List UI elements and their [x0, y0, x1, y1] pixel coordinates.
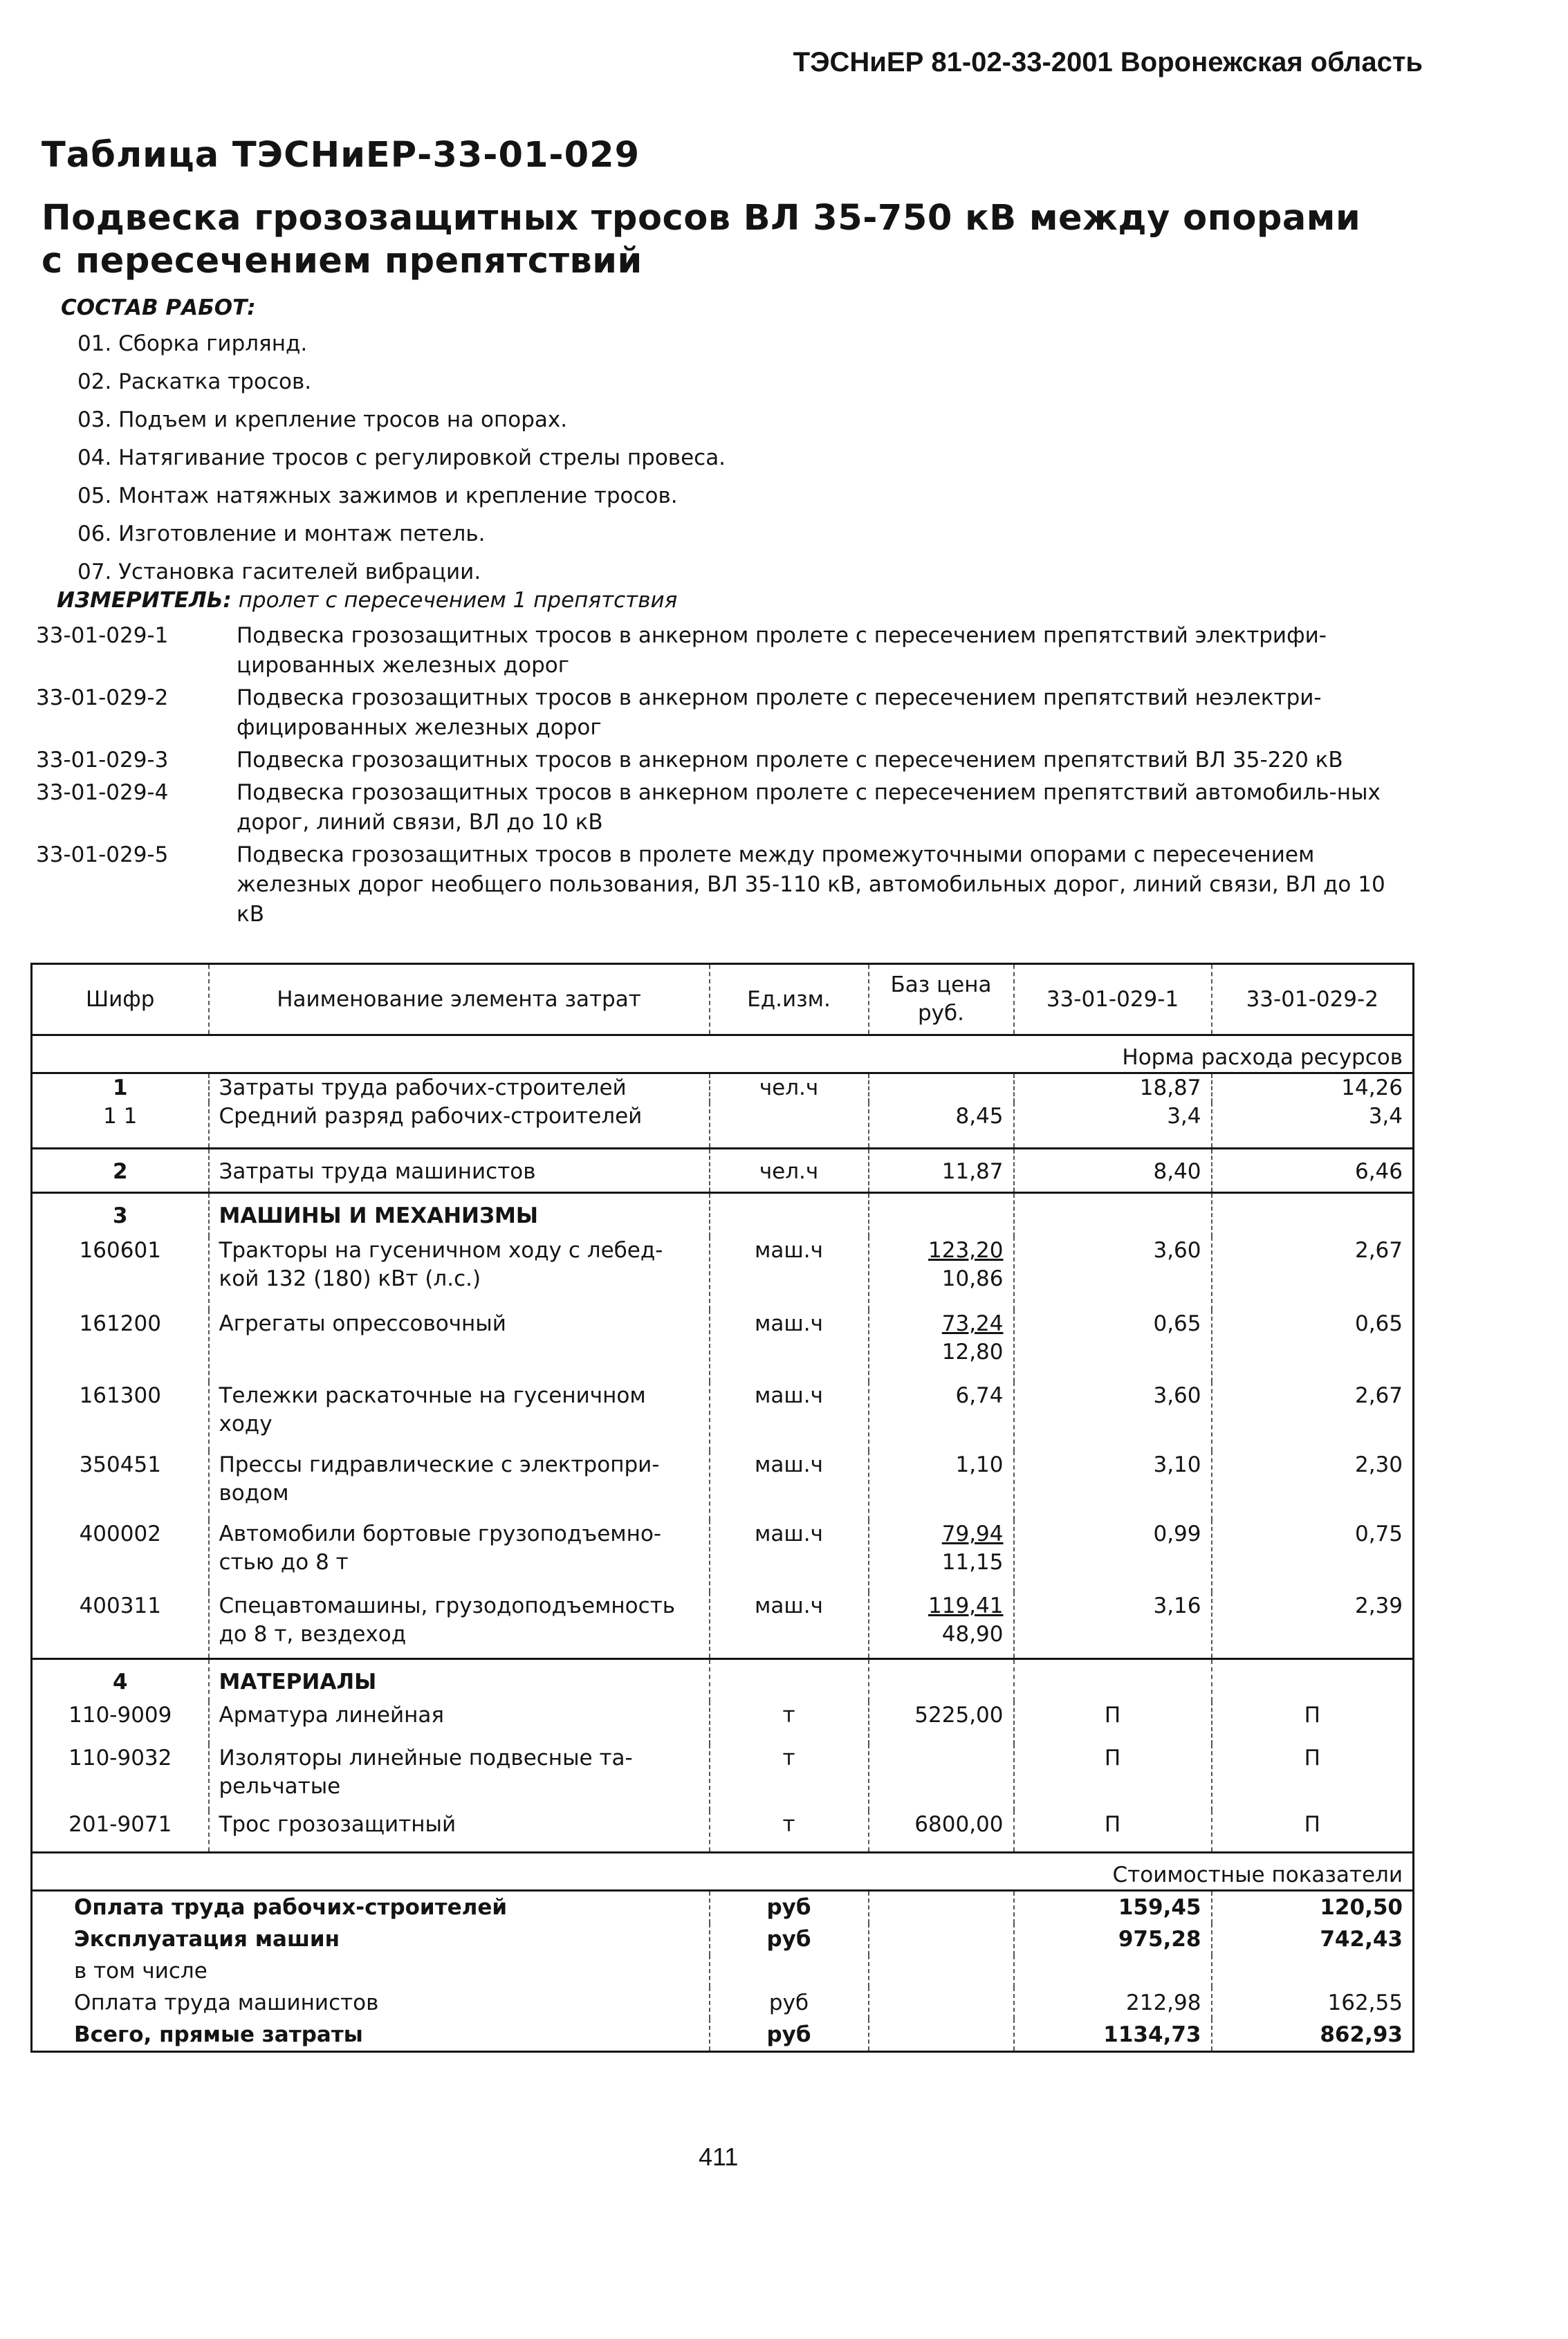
row-price — [869, 1073, 1014, 1103]
work-item: 04. Натягивание тросов с регулировкой стрелы провеса. — [77, 445, 726, 470]
work-item: 02. Раскатка тросов. — [77, 369, 312, 394]
row-code: 1 — [32, 1073, 209, 1103]
row-value-2: 6,46 — [1212, 1148, 1414, 1192]
row-code: 110-9032 — [32, 1744, 209, 1811]
row-code: 110-9009 — [32, 1701, 209, 1744]
code-id: 33-01-029-4 — [36, 780, 169, 805]
row-price: 5225,00 — [869, 1701, 1014, 1744]
code-id: 33-01-029-2 — [36, 685, 169, 710]
meter-value: пролет с пересечением 1 препятствия — [238, 588, 678, 613]
row-value-2: П — [1212, 1744, 1414, 1811]
row-name: Агрегаты опрессовочный — [209, 1310, 710, 1382]
row-value-2: П — [1212, 1701, 1414, 1744]
code-id: 33-01-029-3 — [36, 748, 169, 773]
code-row — [36, 621, 1419, 681]
table-row — [32, 1102, 1414, 1148]
table-caption: Таблица ТЭСНиЕР-33-01-029 — [41, 135, 640, 176]
row-value-1: 18,87 — [1014, 1073, 1212, 1103]
norm-band: Норма расхода ресурсов — [32, 1035, 1414, 1073]
total-value-1: 159,45 — [1014, 1890, 1212, 1923]
row-value-1: 3,16 — [1014, 1592, 1212, 1658]
row-name: Трос грозозащитный — [209, 1811, 710, 1852]
row-unit: маш.ч — [710, 1592, 869, 1658]
total-name: в том числе — [32, 1955, 710, 1987]
header-unit: Ед.изм. — [710, 964, 869, 1035]
row-code: 1 1 — [32, 1102, 209, 1148]
row-code: 3 — [32, 1192, 209, 1237]
row-price: 73,24 — [941, 1311, 1004, 1336]
header-code: Шифр — [32, 964, 209, 1035]
row-price — [869, 1744, 1014, 1811]
total-value-2 — [1212, 1955, 1414, 1987]
table-row — [32, 1382, 1414, 1451]
page-number: 411 — [699, 2143, 739, 2171]
row-value-2: 3,4 — [1212, 1102, 1414, 1148]
row-unit: маш.ч — [710, 1237, 869, 1310]
total-value-2: 742,43 — [1212, 1923, 1414, 1955]
row-unit: маш.ч — [710, 1382, 869, 1451]
table-row — [32, 1451, 1414, 1520]
total-value-2: 162,55 — [1212, 1987, 1414, 2019]
row-code: 161200 — [32, 1310, 209, 1382]
table-row — [32, 1310, 1414, 1382]
code-text: Подвеска грозозащитных тросов в анкерном пролете с пересечением препятствий неэлектри-фицированных железных дорог — [237, 685, 1322, 740]
code-text: Подвеска грозозащитных тросов в анкерном пролете с пересечением препятствий электрифи-цированных железных дорог — [237, 623, 1327, 678]
row-value-2: П — [1212, 1811, 1414, 1852]
works-list — [77, 325, 726, 591]
norm-band-row — [32, 1035, 1414, 1073]
row-price-labor: 11,15 — [941, 1550, 1004, 1575]
row-unit: маш.ч — [710, 1451, 869, 1520]
header-col2: 33-01-029-2 — [1212, 964, 1414, 1035]
row-code: 400002 — [32, 1520, 209, 1592]
row-code: 201-9071 — [32, 1811, 209, 1852]
row-unit: т — [710, 1811, 869, 1852]
total-row — [32, 1955, 1414, 1987]
meter-label: ИЗМЕРИТЕЛЬ: — [57, 588, 232, 613]
row-code: 400311 — [32, 1592, 209, 1658]
row-value-1: П — [1014, 1811, 1212, 1852]
code-id: 33-01-029-5 — [36, 842, 169, 867]
table-title: Подвеска грозозащитных тросов ВЛ 35-750 кВ между опорами с пересечением препятствий — [41, 198, 1361, 281]
row-price: 11,87 — [869, 1148, 1014, 1192]
work-item: 03. Подъем и крепление тросов на опорах. — [77, 407, 568, 432]
row-value-2: 0,75 — [1212, 1520, 1414, 1592]
total-unit: руб — [710, 1987, 869, 2019]
work-item: 05. Монтаж натяжных зажимов и крепление тросов. — [77, 483, 678, 508]
section-name: МАШИНЫ И МЕХАНИЗМЫ — [209, 1192, 710, 1237]
total-unit: руб — [710, 2019, 869, 2052]
table-row — [32, 1701, 1414, 1744]
total-row — [32, 1987, 1414, 2019]
row-code: 161300 — [32, 1382, 209, 1451]
code-text: Подвеска грозозащитных тросов в анкерном пролете с пересечением препятствий автомобиль-ных дорог, линий связи, ВЛ до 10 кВ — [237, 780, 1381, 835]
row-name: Арматура линейная — [209, 1701, 710, 1744]
row-price: 8,45 — [869, 1102, 1014, 1148]
total-unit: руб — [710, 1923, 869, 1955]
header-price: Баз цена руб. — [869, 964, 1014, 1035]
row-name: Прессы гидравлические с электропри-водом — [209, 1451, 710, 1520]
code-row — [36, 840, 1419, 930]
row-unit: чел.ч — [710, 1148, 869, 1192]
total-value-2: 120,50 — [1212, 1890, 1414, 1923]
total-value-1: 1134,73 — [1014, 2019, 1212, 2052]
total-value-1 — [1014, 1955, 1212, 1987]
row-price-cell — [869, 1520, 1014, 1592]
row-name: Тракторы на гусеничном ходу с лебед-кой 132 (180) кВт (л.с.) — [209, 1237, 710, 1310]
total-unit — [710, 1955, 869, 1987]
row-value-2: 2,67 — [1212, 1237, 1414, 1310]
norm-table — [30, 963, 1414, 2053]
total-name: Эксплуатация машин — [32, 1923, 710, 1955]
row-price: 1,10 — [869, 1451, 1014, 1520]
row-name: Автомобили бортовые грузоподъемно-стью до 8 т — [209, 1520, 710, 1592]
row-value-1: 0,65 — [1014, 1310, 1212, 1382]
total-name: Всего, прямые затраты — [32, 2019, 710, 2052]
row-unit: маш.ч — [710, 1520, 869, 1592]
table-row — [32, 1744, 1414, 1811]
row-value-2: 2,39 — [1212, 1592, 1414, 1658]
total-name: Оплата труда машинистов — [32, 1987, 710, 2019]
row-name: Затраты труда машинистов — [209, 1148, 710, 1192]
row-value-1: П — [1014, 1701, 1212, 1744]
row-price: 6,74 — [869, 1382, 1014, 1451]
header-col1: 33-01-029-1 — [1014, 964, 1212, 1035]
table-row — [32, 1520, 1414, 1592]
code-text: Подвеска грозозащитных тросов в анкерном пролете с пересечением препятствий ВЛ 35-220 кВ — [237, 748, 1343, 773]
cost-band-row — [32, 1852, 1414, 1890]
row-unit: т — [710, 1744, 869, 1811]
row-value-2: 2,67 — [1212, 1382, 1414, 1451]
codes-list — [36, 621, 1419, 932]
meter-line — [57, 588, 677, 613]
row-name: Спецавтомашины, грузодоподъемность до 8 т, вездеход — [209, 1592, 710, 1658]
row-price: 119,41 — [928, 1593, 1004, 1618]
total-value-1: 212,98 — [1014, 1987, 1212, 2019]
row-code: 2 — [32, 1148, 209, 1192]
total-name: Оплата труда рабочих-строителей — [32, 1890, 710, 1923]
row-value-2: 2,30 — [1212, 1451, 1414, 1520]
row-value-1: 3,10 — [1014, 1451, 1212, 1520]
code-text: Подвеска грозозащитных тросов в пролете между промежуточными опорами с пересечением железных дорог необщего пользования, ВЛ 35-110 кВ, автомобильных дорог, линий связи, ВЛ до 10 кВ — [237, 842, 1385, 927]
total-row — [32, 1923, 1414, 1955]
row-price-cell — [869, 1310, 1014, 1382]
row-unit: т — [710, 1701, 869, 1744]
row-price: 79,94 — [941, 1522, 1004, 1546]
row-price-labor: 12,80 — [941, 1340, 1004, 1365]
work-item: 07. Установка гасителей вибрации. — [77, 560, 481, 584]
code-row — [36, 778, 1419, 838]
table-row — [32, 1592, 1414, 1658]
row-value-1: 8,40 — [1014, 1148, 1212, 1192]
row-value-1: 3,4 — [1014, 1102, 1212, 1148]
section-row — [32, 1192, 1414, 1237]
row-name: Тележки раскаточные на гусеничном ходу — [209, 1382, 710, 1451]
row-name: Затраты труда рабочих-строителей — [209, 1073, 710, 1103]
table-row — [32, 1073, 1414, 1103]
row-value-1: П — [1014, 1744, 1212, 1811]
total-unit: руб — [710, 1890, 869, 1923]
table-header-row — [32, 964, 1414, 1035]
work-item: 01. Сборка гирлянд. — [77, 331, 308, 356]
total-row — [32, 2019, 1414, 2052]
table-row — [32, 1237, 1414, 1310]
row-price: 6800,00 — [869, 1811, 1014, 1852]
row-name: Изоляторы линейные подвесные та-рельчатые — [209, 1744, 710, 1811]
header-name: Наименование элемента затрат — [209, 964, 710, 1035]
row-unit: чел.ч — [710, 1073, 869, 1103]
table-row — [32, 1148, 1414, 1192]
row-price-labor: 48,90 — [941, 1622, 1004, 1647]
row-unit: маш.ч — [710, 1310, 869, 1382]
row-value-1: 3,60 — [1014, 1382, 1212, 1451]
row-code: 4 — [32, 1658, 209, 1701]
row-price: 123,20 — [928, 1238, 1004, 1263]
work-item: 06. Изготовление и монтаж петель. — [77, 521, 486, 546]
section-name: МАТЕРИАЛЫ — [209, 1658, 710, 1701]
works-heading: СОСТАВ РАБОТ: — [61, 295, 256, 320]
code-id: 33-01-029-1 — [36, 623, 169, 648]
row-name: Средний разряд рабочих-строителей — [209, 1102, 710, 1148]
running-header: ТЭСНиЕР 81-02-33-2001 Воронежская область — [793, 47, 1423, 77]
row-value-2: 14,26 — [1212, 1073, 1414, 1103]
row-code: 350451 — [32, 1451, 209, 1520]
table-row — [32, 1811, 1414, 1852]
code-row — [36, 746, 1419, 775]
total-value-2: 862,93 — [1212, 2019, 1414, 2052]
row-price-cell — [869, 1237, 1014, 1310]
row-price-cell — [869, 1592, 1014, 1658]
total-row — [32, 1890, 1414, 1923]
row-value-1: 0,99 — [1014, 1520, 1212, 1592]
cost-band: Стоимостные показатели — [32, 1852, 1414, 1890]
code-row — [36, 683, 1419, 743]
row-price-labor: 10,86 — [941, 1266, 1004, 1291]
row-unit — [710, 1102, 869, 1148]
section-row — [32, 1658, 1414, 1701]
row-value-2: 0,65 — [1212, 1310, 1414, 1382]
row-code: 160601 — [32, 1237, 209, 1310]
row-value-1: 3,60 — [1014, 1237, 1212, 1310]
total-value-1: 975,28 — [1014, 1923, 1212, 1955]
